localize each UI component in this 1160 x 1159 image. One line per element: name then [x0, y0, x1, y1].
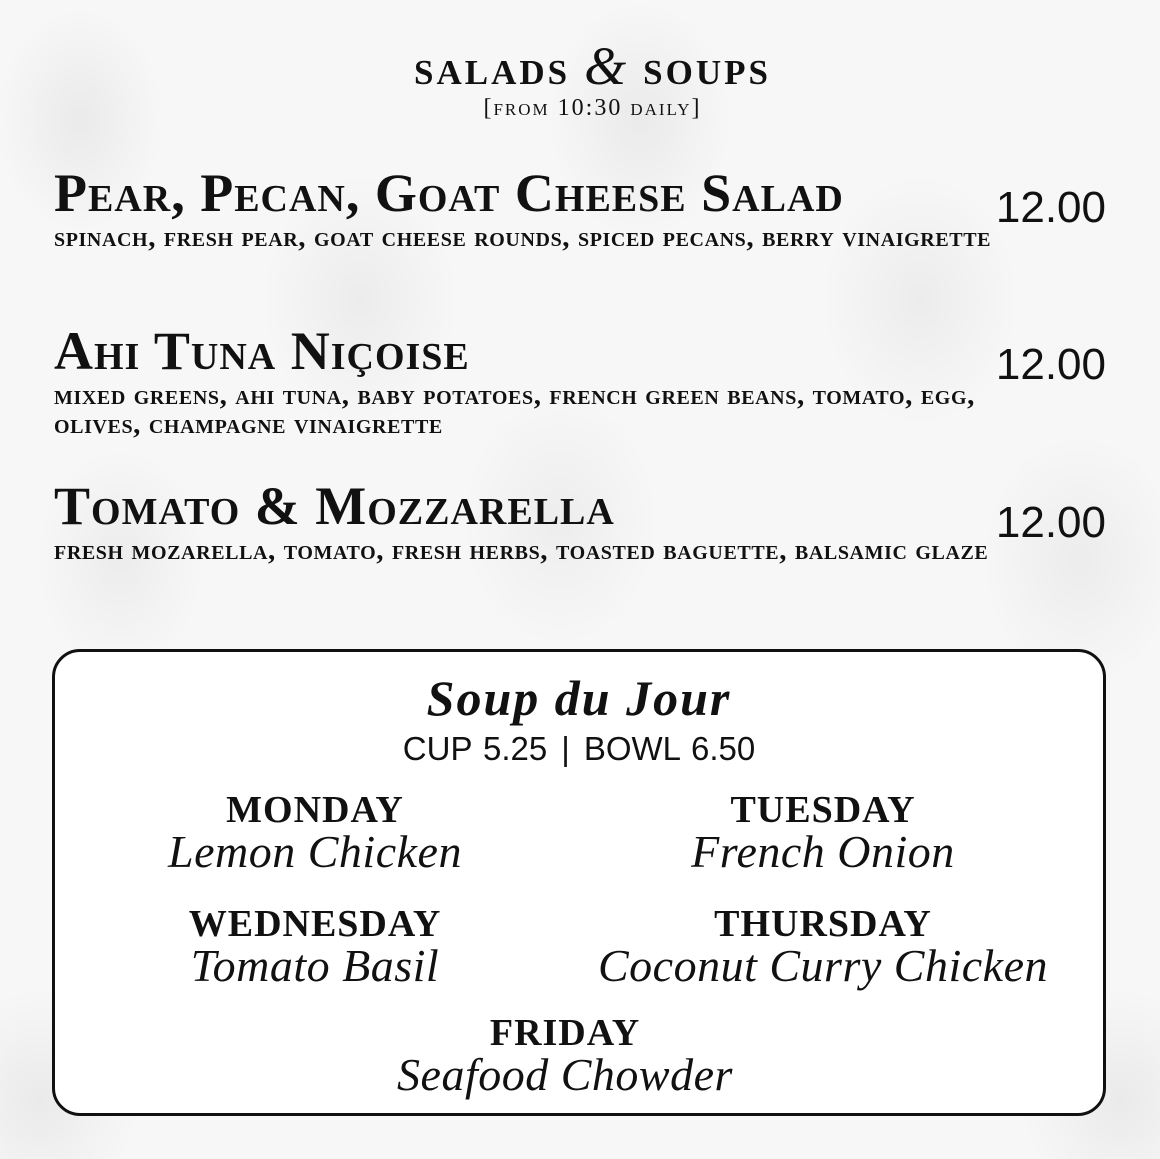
soup-day-wednesday: [75, 903, 555, 991]
menu-item-tomato-mozzarella: [54, 476, 1114, 565]
soup-day-monday: [75, 789, 555, 877]
title-salads: salads: [414, 39, 571, 95]
menu-item-ahi-tuna: [54, 321, 1114, 439]
item-price: 12.00: [995, 183, 1106, 232]
soup-day-thursday: [553, 903, 1093, 991]
title-ampersand: &: [584, 36, 630, 96]
item-description: mixed greens, ahi tuna, baby potatoes, french green beans, tomato, egg, olives, champagne vinaigrette: [54, 379, 975, 440]
day-name: WEDNESDAY: [188, 903, 442, 945]
day-soup: Seafood Chowder: [397, 1049, 733, 1100]
soup-day-friday: [325, 1012, 805, 1100]
menu-title: [0, 38, 1160, 95]
title-soups: soups: [643, 39, 771, 95]
day-name: FRIDAY: [489, 1012, 641, 1054]
item-name: Ahi Tuna Niçoise: [54, 321, 470, 381]
soup-cup-price: CUP 5.25: [402, 730, 548, 767]
menu-item-pear-salad: [54, 163, 1114, 252]
item-description: spinach, fresh pear, goat cheese rounds, spiced pecans, berry vinaigrette: [54, 221, 992, 253]
day-name: THURSDAY: [714, 903, 932, 945]
menu-subtitle: [from 10:30 daily]: [483, 95, 702, 121]
day-name: MONDAY: [226, 789, 404, 831]
day-soup: Lemon Chicken: [168, 826, 462, 877]
price-separator: |: [561, 730, 570, 767]
day-soup: French Onion: [691, 826, 955, 877]
soup-du-jour-box: [52, 649, 1106, 1116]
item-price: 12.00: [995, 340, 1106, 389]
item-description: fresh mozarella, tomato, fresh herbs, toasted baguette, balsamic glaze: [54, 534, 989, 566]
soup-title: Soup du Jour: [426, 670, 732, 726]
soup-day-tuesday: [583, 789, 1063, 877]
item-name: Pear, Pecan, Goat Cheese Salad: [54, 163, 844, 223]
item-price: 12.00: [995, 498, 1106, 547]
day-soup: Coconut Curry Chicken: [598, 940, 1048, 991]
day-soup: Tomato Basil: [190, 940, 440, 991]
day-name: TUESDAY: [730, 789, 916, 831]
soup-bowl-price: BOWL 6.50: [583, 730, 756, 767]
menu-header: [0, 38, 1160, 121]
soup-prices: [55, 730, 1103, 768]
item-name: Tomato & Mozzarella: [54, 476, 615, 536]
